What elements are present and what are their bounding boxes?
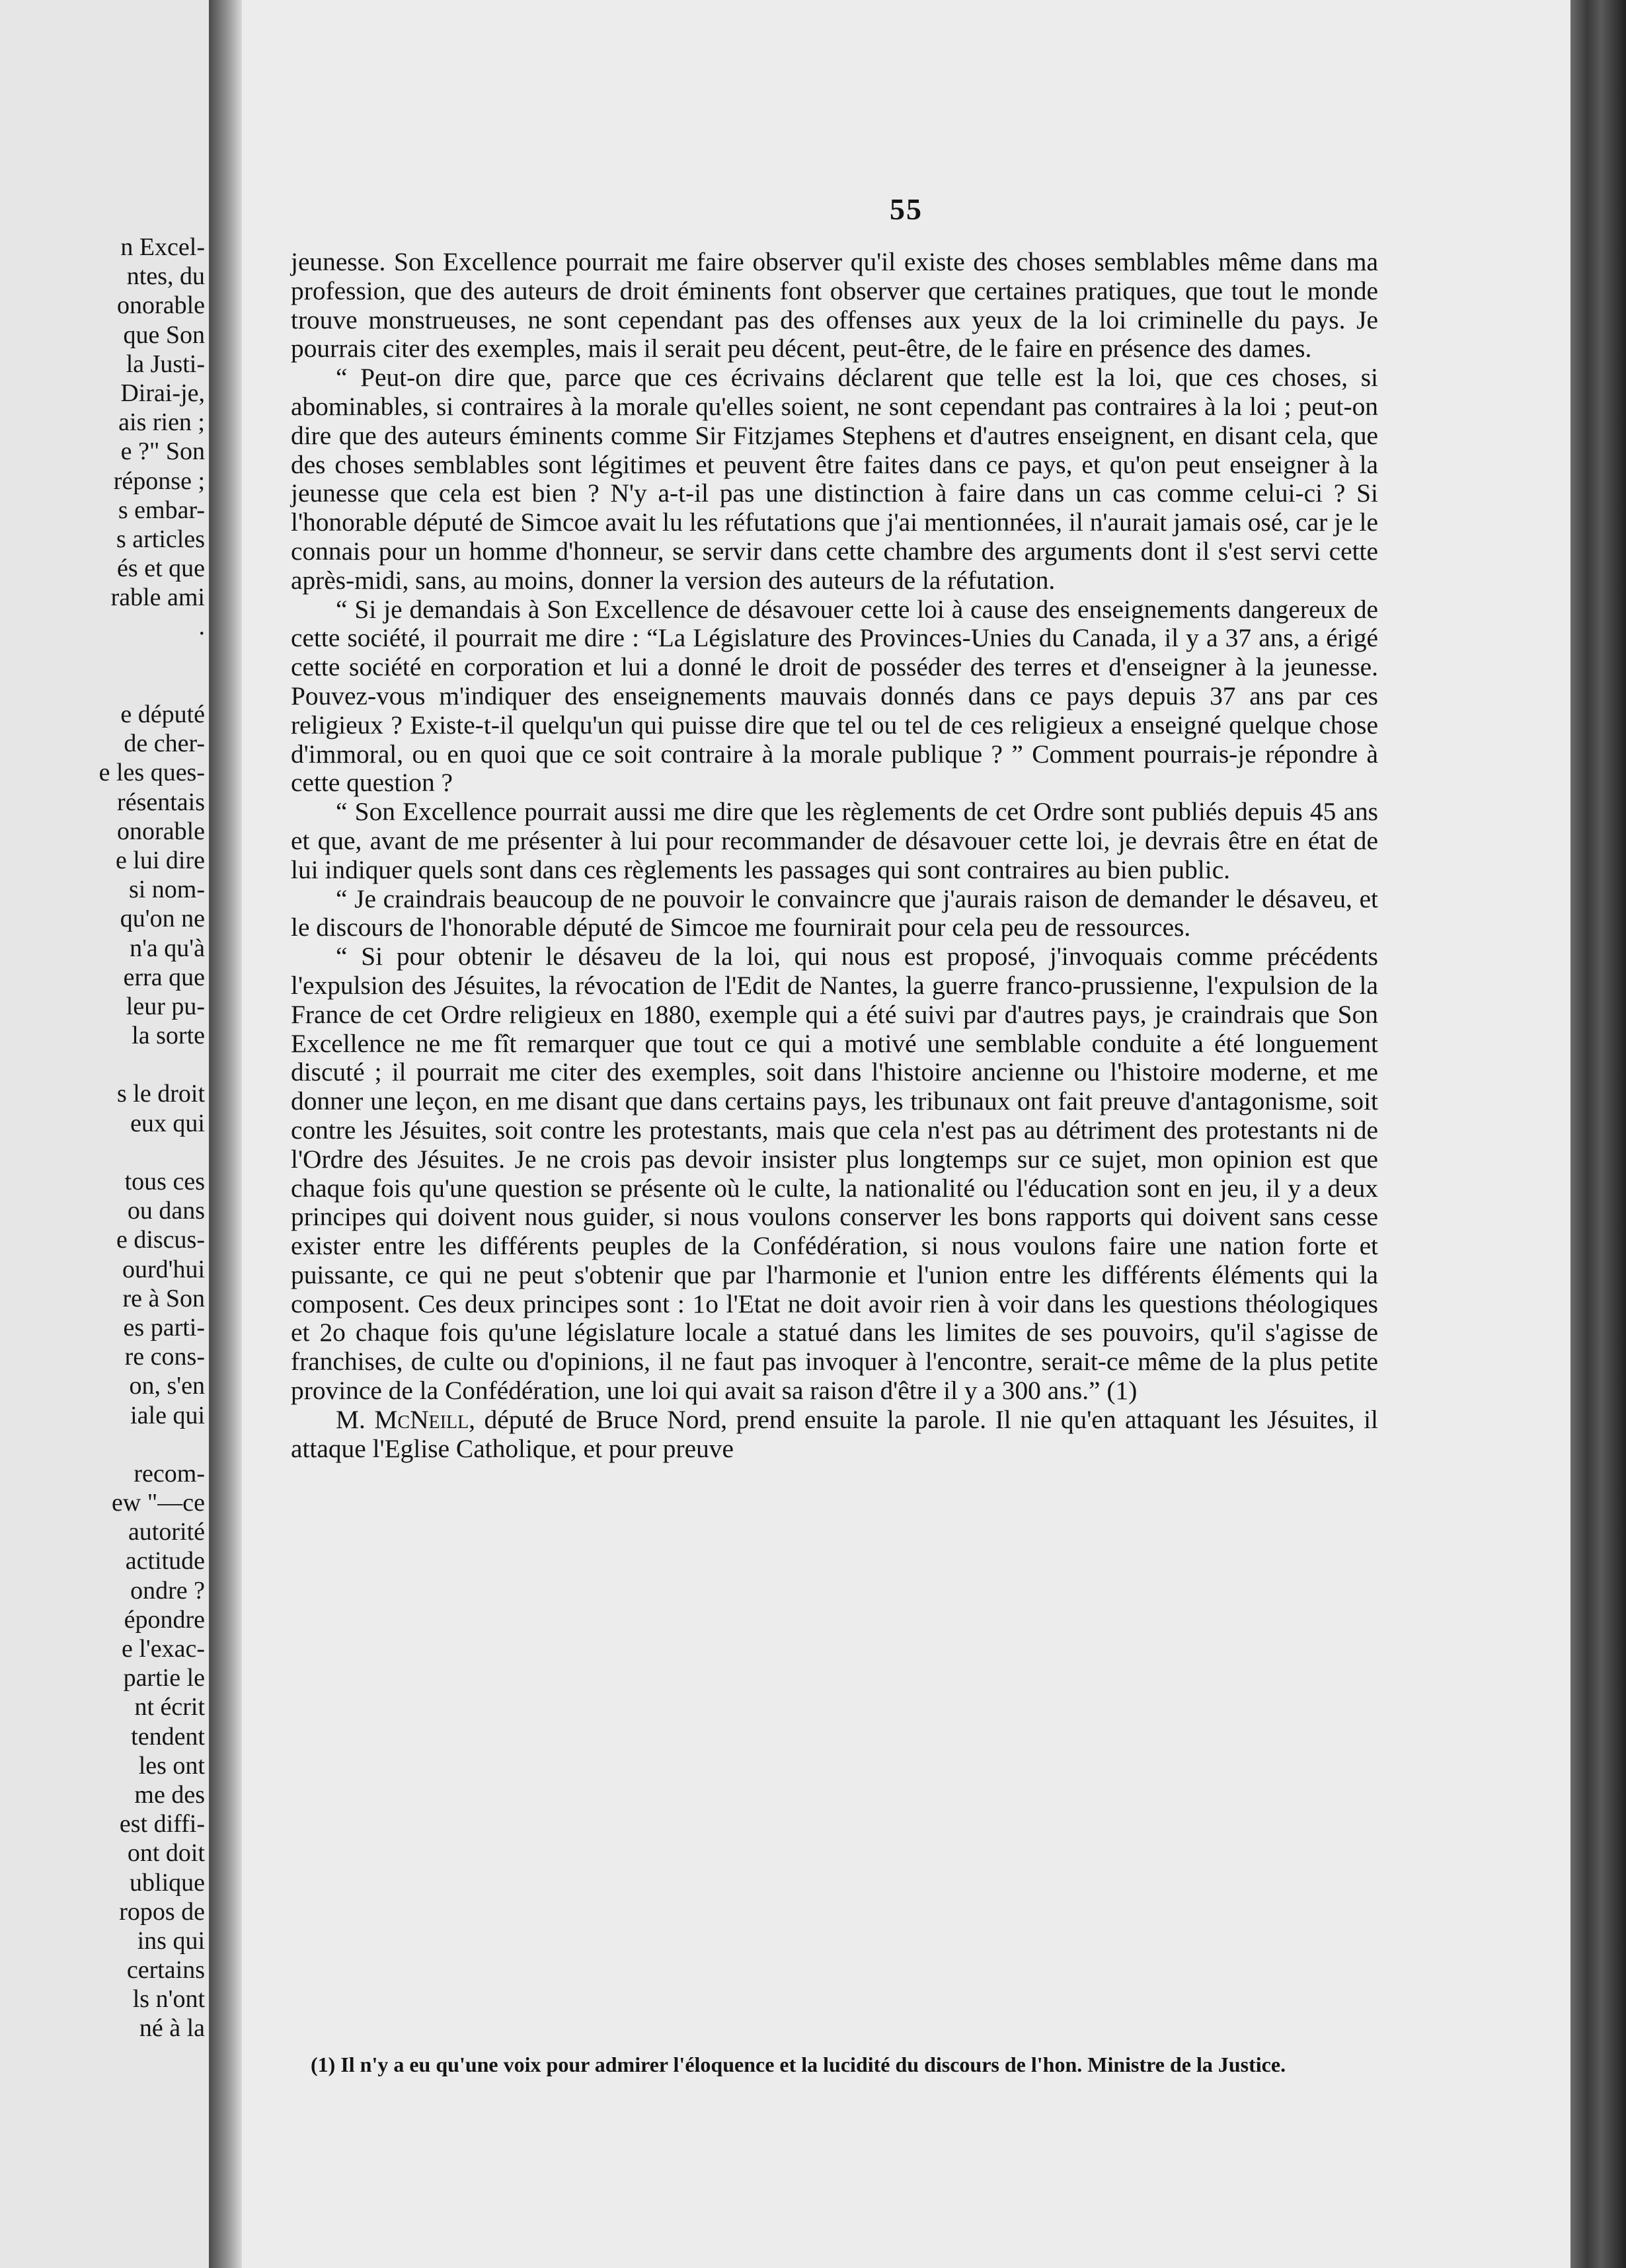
left-page-line: recom-: [134, 1459, 205, 1488]
left-page-line: si nom-: [128, 876, 205, 904]
left-page-line: s le droit: [117, 1080, 205, 1108]
left-page-line: és et que: [117, 554, 205, 583]
left-page-line: tous ces: [124, 1168, 205, 1195]
paragraph: “ Je craindrais beaucoup de ne pouvoir le convaincre que j'aurais raison de demander le désaveu, et le discours de l'honorable député de Simcoe me fournirait pour cela peu de ressources.: [291, 884, 1378, 942]
left-page-line: les ont: [138, 1751, 205, 1780]
left-page-line: es parti-: [123, 1313, 205, 1342]
left-page-line: e discus-: [116, 1226, 205, 1254]
book-gutter: [209, 0, 242, 2268]
left-page-line: ublique: [130, 1868, 205, 1897]
footnote: [287, 2053, 1377, 2077]
left-page-line: Dirai-je,: [120, 379, 205, 407]
left-page-line: actitude: [125, 1547, 205, 1575]
left-page-line: [0, 1050, 205, 1079]
left-page-line: .: [198, 613, 205, 641]
left-page-line: la Justi-: [126, 350, 205, 378]
left-page-line: [0, 1430, 205, 1459]
left-page-line: qu'on ne: [120, 905, 205, 933]
left-page-line: ais rien ;: [118, 408, 205, 437]
left-page-line: e les ques-: [98, 759, 205, 787]
paragraph: “ Son Excellence pourrait aussi me dire que les règlements de cet Ordre sont publiés depuis 45 ans et que, avant de me présenter à lui pour recommander de désavouer cette loi, je devrais être en état de lui indiquer quels sont dans ces règlements les passages qui sont contraires au bien public.: [291, 797, 1378, 884]
left-page-line: nt écrit: [134, 1693, 205, 1721]
page-number: 55: [890, 192, 923, 226]
left-page-line: certains: [126, 1956, 205, 1984]
body-text: [291, 248, 1378, 1463]
left-page-line: né à la: [139, 2014, 205, 2043]
left-page-line: me des: [134, 1780, 205, 1809]
left-page-line: résentais: [117, 788, 205, 816]
left-page-line: ourd'hui: [122, 1255, 205, 1283]
left-page-line: ou dans: [127, 1197, 205, 1225]
paragraph: “ Si je demandais à Son Excellence de désavouer cette loi à cause des enseignements dangereux de cette société, il pourrait me dire : “La Législature des Provinces-Unies du Canada, il y a 37 ans, a érigé cette société en corporation et lui a donné le droit de posséder des terres et d'enseigner à la jeunesse. Pouvez-vous m'indiquer des enseignements mauvais donnés dans ce pays depuis 37 ans par ces religieux ? Existe-t-il quelqu'un qui puisse dire que tel ou tel de ces religieux a enseigné quelque chose d'immoral, ou en quoi que ce soit contraire à la morale publique ? ” Comment pourrais-je répondre à cette question ?: [291, 594, 1378, 798]
paragraph-text: , député de Bruce Nord, prend ensuite la parole. Il nie qu'en attaquant les Jésuites, il attaque l'Eglise Catholique, et pour preuve: [291, 1404, 1378, 1463]
left-page-line: [0, 642, 205, 671]
left-page-line: re à Son: [122, 1284, 205, 1312]
left-page-line: ont doit: [127, 1839, 205, 1868]
left-page-line: leur pu-: [126, 992, 205, 1020]
left-page-line: de cher-: [124, 730, 205, 758]
left-page-line: erra que: [123, 963, 205, 991]
left-page-line: ins qui: [137, 1926, 205, 1955]
paragraph: “ Si pour obtenir le désaveu de la loi, qui nous est proposé, j'invoquais comme précédents l'expulsion des Jésuites, la révocation de l'Edit de Nantes, la guerre franco-prussienne, l'expulsion de la France de cet Ordre religieux en 1880, exemple qui a été suivi par d'autres pays, je craindrais que Son Excellence ne me fît remarquer que tout ce qui a motivé une semblable conduite a été longuement discuté ; il pourrait me citer des exemples, soit dans l'histoire ancienne ou l'histoire moderne, et me donner une leçon, en me disant que dans certains pays, les tribunaux ont fait preuve d'antagonisme, soit contre les Jésuites, soit contre les protestants, mais que cela n'est pas au détriment des protestants ni de l'Ordre des Jésuites. Je ne crois pas devoir insister plus longtemps sur ce sujet, mon opinion est que chaque fois qu'une question se présente où le culte, la nationalité ou l'éducation sont en jeu, il y a deux principes qui doivent nous guider, si nous voulons conserver les bons rapports qui doivent sans cesse exister entre les différents peuples de la Confédération, si nous voulons faire une nation forte et puissante, ce qui ne peut s'obtenir que par l'harmonie et l'union entre les différents éléments qui la composent. Ces deux principes sont : 1o l'Etat ne doit avoir rien à voir dans les questions théologiques et 2o chaque fois qu'une législature locale a statué dans les limites de ses pouvoirs, qu'il s'agisse de franchises, de culte ou d'opinions, il ne faut pas invoquer à l'encontre, serait-ce même de la plus petite province de la Confédération, une loi qui avait sa raison d'être il y a 300 ans.” (1): [291, 942, 1378, 1406]
left-page-line: rable ami: [110, 584, 205, 612]
left-page-line: eux qui: [130, 1109, 205, 1137]
left-page-line: ropos de: [119, 1897, 205, 1926]
speaker-name: M. McNeill: [336, 1404, 469, 1434]
paragraph: [291, 1406, 1378, 1464]
left-page-line: on, s'en: [129, 1372, 205, 1400]
left-page-line: iale qui: [130, 1401, 205, 1429]
left-page-fragment: [0, 0, 209, 2268]
left-page-line: e l'exac-: [121, 1635, 205, 1663]
left-page-line: que Son: [123, 321, 205, 349]
left-page-line: e député: [120, 700, 205, 728]
left-page-line: onorable: [117, 291, 205, 320]
left-page-line: re cons-: [124, 1343, 205, 1371]
left-page-line: ondre ?: [130, 1576, 205, 1605]
left-page-line: épondre: [124, 1605, 205, 1634]
left-page-line: e lui dire: [115, 846, 205, 874]
left-page-line: onorable: [117, 817, 205, 845]
left-page-line: [0, 1138, 205, 1167]
left-page-line: la sorte: [132, 1022, 205, 1050]
left-page-line: s articles: [116, 525, 205, 553]
left-page-line: réponse ;: [113, 467, 205, 495]
left-page-line: [0, 671, 205, 700]
left-page-line: n'a qu'à: [130, 934, 205, 962]
left-page-line: n Excel-: [120, 233, 205, 261]
left-page-line: ls n'ont: [132, 1985, 205, 2014]
left-page-text: [0, 233, 205, 2043]
paragraph: jeunesse. Son Excellence pourrait me faire observer qu'il existe des choses semblables même dans ma profession, que des auteurs de droit éminents font observer que certaines pratiques, que tout le monde trouve monstrueuses, ne sont cependant pas des offenses aux yeux de la loi criminelle du pays. Je pourrais citer des exemples, mais il serait peu décent, peut-être, de le faire en présence des dames.: [291, 247, 1378, 363]
left-page-line: e ?" Son: [120, 437, 205, 466]
paragraph: “ Peut-on dire que, parce que ces écrivains déclarent que telle est la loi, que ces choses, si abominables, si contraires à la morale qu'elles soient, ne sont cependant pas contraires à la loi ; peut-on dire que des auteurs éminents comme Sir Fitzjames Stephens et d'autres enseignent, en disant cela, que des choses semblables sont légitimes et peuvent être faites dans ce pays, et qu'on peut enseigner à la jeunesse que cela est bien ? N'y a-t-il pas une distinction à faire dans un cas comme celui-ci ? Si l'honorable député de Simcoe avait lu les réfutations que j'ai mentionnées, il n'aurait jamais osé, car je le connais pour un homme d'honneur, se servir dans cette chambre des arguments dont il s'est servi cette après-midi, sans, au moins, donner la version des auteurs de la réfutation.: [291, 363, 1378, 595]
left-page-line: tendent: [131, 1722, 205, 1751]
left-page-line: partie le: [123, 1664, 205, 1692]
left-page-line: est diffi-: [119, 1810, 205, 1838]
left-page-line: autorité: [128, 1518, 205, 1546]
left-page-line: ntes, du: [126, 262, 205, 291]
page-edge: [1570, 0, 1626, 2268]
left-page-line: ew "—ce: [111, 1489, 205, 1517]
footnote-text: (1) Il n'y a eu qu'une voix pour admirer l'éloquence et la lucidité du discours de l'hon. Ministre de la Justice.: [311, 2053, 1286, 2076]
left-page-line: s embar-: [118, 496, 205, 524]
